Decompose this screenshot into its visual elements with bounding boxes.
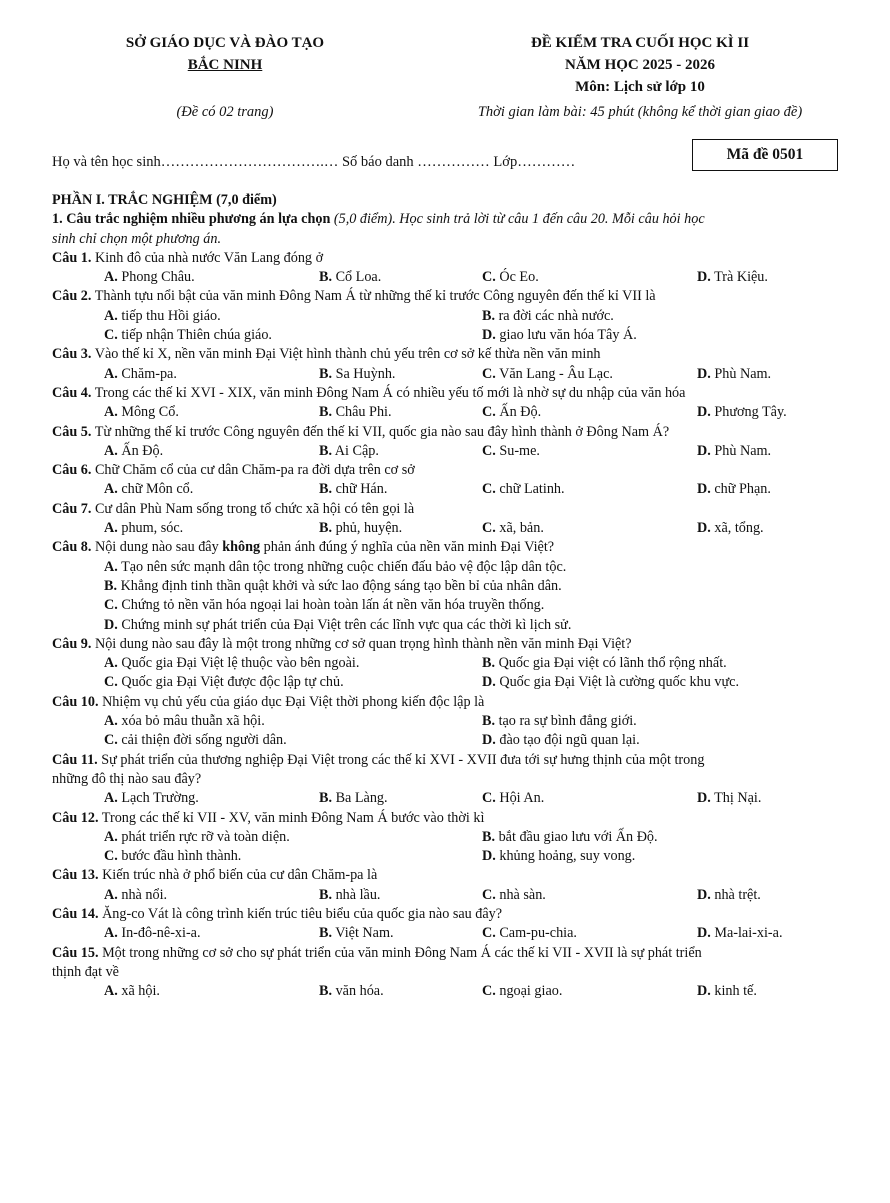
question: [52, 423, 852, 462]
option-text: Ma-lai-xi-a.: [710, 925, 783, 942]
option-letter: D.: [697, 520, 711, 537]
option-letter: D.: [697, 790, 711, 807]
question: [52, 538, 852, 634]
option-text: Tạo nên sức mạnh dân tộc trong những cuộc chiến đấu bảo vệ độc lập dân tộc.: [117, 558, 567, 575]
option-text: Quốc gia Đại Việt là cường quốc khu vực.: [495, 674, 739, 691]
answer-option: [319, 365, 395, 384]
question-number: Câu 4.: [52, 384, 92, 401]
options-row: [52, 828, 852, 847]
question-number: Câu 11.: [52, 751, 98, 768]
option-letter: B.: [482, 307, 496, 324]
option-letter: B.: [319, 520, 333, 537]
option-text: Văn Lang - Âu Lạc.: [495, 365, 613, 382]
answer-option: [482, 982, 562, 1001]
option-text: xã hội.: [117, 983, 160, 1000]
answer-option: [104, 480, 193, 499]
option-text: tiếp thu Hồi giáo.: [117, 307, 221, 324]
answer-option: [104, 847, 241, 866]
question: [52, 809, 852, 867]
option-letter: D.: [697, 404, 711, 421]
question-list: [52, 249, 852, 1002]
answer-option: [104, 268, 195, 287]
options-row: [52, 924, 852, 943]
option-letter: D.: [697, 925, 711, 942]
answer-option: [104, 365, 177, 384]
question-text: Nội dung nào sau đây: [91, 539, 223, 556]
answer-option: [482, 654, 727, 673]
question-stem: [52, 461, 852, 480]
answer-option: [104, 326, 272, 345]
option-letter: C.: [104, 732, 118, 749]
question-text: Ăng-co Vát là công trình kiến trúc tiêu biểu của quốc gia nào sau đây?: [98, 905, 503, 922]
option-text: In-đô-nê-xi-a.: [117, 925, 201, 942]
option-letter: C.: [104, 597, 118, 614]
section-instructions: (5,0 điểm). Học sinh trả lời từ câu 1 đến câu 20. Mỗi câu hỏi học: [330, 211, 705, 228]
option-letter: D.: [482, 327, 496, 344]
question: [52, 287, 852, 345]
answer-option: [104, 519, 183, 538]
option-letter: C.: [482, 983, 496, 1000]
answer-option: [319, 480, 387, 499]
option-letter: B.: [319, 983, 333, 1000]
question: [52, 866, 852, 905]
option-text: chữ Latinh.: [495, 481, 565, 498]
question-number: Câu 1.: [52, 249, 92, 266]
answer-option: [319, 789, 388, 808]
options-row: [52, 982, 852, 1001]
option-text: Óc Eo.: [495, 269, 539, 286]
option-text: nhà trệt.: [710, 886, 761, 903]
options-row: [52, 480, 852, 499]
question: [52, 500, 852, 539]
answer-option: [482, 365, 613, 384]
option-text: Phù Nam.: [710, 365, 772, 382]
answer-option: [104, 597, 544, 613]
option-letter: C.: [482, 365, 496, 382]
question-stem: [52, 693, 852, 712]
option-letter: D.: [697, 442, 711, 459]
options-row: [52, 654, 852, 673]
option-text: ngoại giao.: [495, 983, 563, 1000]
answer-option: [104, 403, 179, 422]
question-number: Câu 5.: [52, 423, 92, 440]
exam-title: ĐỀ KIỂM TRA CUỐI HỌC KÌ II: [530, 35, 750, 51]
option-text: Sa Huỳnh.: [332, 365, 396, 382]
answer-option: [697, 789, 761, 808]
answer-option: [697, 519, 764, 538]
province-name: BẮC NINH: [187, 57, 263, 73]
options-row: [52, 403, 852, 422]
answer-option: [319, 268, 381, 287]
option-text: xã, bản.: [495, 520, 544, 537]
question-text: Từ những thế kỉ trước Công nguyên đến thế kỉ VII, quốc gia nào sau đây hình thành ở Đông Nam Á?: [91, 423, 670, 440]
question-text: Trong các thế kỉ XVI - XIX, văn minh Đông Nam Á có nhiều yếu tố mới là nhờ sự du nhập của văn hóa: [91, 384, 686, 401]
option-letter: A.: [104, 925, 118, 942]
option-letter: A.: [104, 365, 118, 382]
time-note: Thời gian làm bài: 45 phút (không kể thời gian giao đề): [477, 104, 803, 120]
answer-option: [319, 982, 384, 1001]
question-text-cont: những đô thị nào sau đây?: [52, 770, 202, 787]
answer-option: [319, 924, 394, 943]
question: [52, 635, 852, 693]
option-letter: A.: [104, 558, 118, 575]
answer-option: [482, 403, 541, 422]
option-letter: A.: [104, 983, 118, 1000]
question-number: Câu 2.: [52, 288, 92, 305]
dept-name: SỞ GIÁO DỤC VÀ ĐÀO TẠO: [125, 35, 325, 51]
answer-option: [697, 442, 771, 461]
question-stem: [52, 384, 852, 403]
option-text: phát triển rực rỡ và toàn diện.: [117, 828, 290, 845]
options-row: [52, 442, 852, 461]
question-stem: [52, 345, 852, 364]
option-text: bước đầu hình thành.: [117, 848, 242, 865]
answer-option: [104, 828, 290, 847]
option-text: Lạch Trường.: [117, 790, 199, 807]
option-letter: C.: [482, 886, 496, 903]
option-letter: B.: [319, 886, 333, 903]
option-letter: D.: [104, 616, 118, 633]
option-text: chữ Hán.: [332, 481, 388, 498]
subject: Môn: Lịch sử lớp 10: [575, 79, 705, 95]
option-text: đào tạo đội ngũ quan lại.: [495, 732, 640, 749]
option-letter: C.: [104, 848, 118, 865]
pages-note: (Đề có 02 trang): [176, 104, 274, 120]
answer-option: [482, 924, 577, 943]
option-letter: C.: [104, 327, 118, 344]
option-text: Su-me.: [495, 442, 540, 459]
option-text: giao lưu văn hóa Tây Á.: [495, 327, 637, 344]
question-text: Cư dân Phù Nam sống trong tổ chức xã hội có tên gọi là: [91, 500, 415, 517]
question-stem: [52, 905, 852, 924]
options-row: [52, 789, 852, 808]
question-stem: [52, 538, 852, 557]
question-text: phản ánh đúng ý nghĩa của nền văn minh Đại Việt?: [260, 539, 555, 556]
option-text: cải thiện đời sống người dân.: [117, 732, 287, 749]
option-text: chữ Phạn.: [710, 481, 771, 498]
option-text: nhà sàn.: [495, 886, 546, 903]
answer-option: [319, 442, 379, 461]
answer-option: [697, 268, 768, 287]
answer-option: [104, 982, 160, 1001]
option-letter: B.: [104, 577, 118, 594]
question-stem: [52, 751, 852, 770]
option-text: tạo ra sự bình đẳng giới.: [495, 713, 637, 730]
options-row: [52, 307, 852, 326]
answer-option: [482, 307, 614, 326]
options-row: [52, 268, 852, 287]
answer-option: [482, 326, 637, 345]
header-left: [60, 32, 390, 121]
answer-option: [104, 924, 201, 943]
question-number: Câu 8.: [52, 539, 92, 556]
option-letter: D.: [697, 481, 711, 498]
option-text: Phù Nam.: [710, 442, 772, 459]
school-year: NĂM HỌC 2025 - 2026: [565, 57, 715, 73]
option-text: nhà lầu.: [332, 886, 381, 903]
options-row: [52, 365, 852, 384]
option-text: Trà Kiệu.: [710, 269, 768, 286]
answer-option: [697, 403, 787, 422]
option-text: Mông Cổ.: [117, 404, 179, 421]
answer-option: [104, 559, 566, 575]
question-text: Thành tựu nổi bật của văn minh Đông Nam Á từ những thế kỉ trước Công nguyên đến thế kỉ VII là: [91, 288, 656, 305]
question-number: Câu 9.: [52, 635, 92, 652]
answer-option: [104, 654, 359, 673]
answer-option: [482, 519, 544, 538]
option-letter: B.: [482, 713, 496, 730]
question-stem: [52, 635, 852, 654]
option-letter: D.: [697, 269, 711, 286]
question-text: Vào thế kỉ X, nền văn minh Đại Việt hình thành chủ yếu trên cơ sở kế thừa nền văn minh: [91, 346, 601, 363]
section-instructions-cont: sinh chỉ chọn một phương án.: [52, 230, 221, 247]
question-text: Sự phát triển của thương nghiệp Đại Việt trong các thế kỉ XVI - XVII đưa tới sự hưng thịnh của một trong: [97, 751, 705, 768]
answer-option: [104, 731, 287, 750]
question-number: Câu 13.: [52, 867, 99, 884]
option-letter: C.: [482, 404, 496, 421]
option-letter: B.: [319, 481, 333, 498]
option-letter: A.: [104, 520, 118, 537]
question-text-cont: thịnh đạt về: [52, 963, 119, 980]
question: [52, 693, 852, 751]
answer-option: [697, 886, 761, 905]
answer-option: [482, 268, 539, 287]
answer-option: [104, 673, 344, 692]
answer-option: [482, 673, 739, 692]
option-text: Châu Phi.: [332, 404, 392, 421]
options-row: [52, 886, 852, 905]
option-letter: A.: [104, 790, 118, 807]
option-text: Ấn Độ.: [495, 404, 542, 421]
answer-option: [104, 789, 199, 808]
option-letter: A.: [104, 442, 118, 459]
option-text: phum, sóc.: [117, 520, 184, 537]
option-text: Cam-pu-chia.: [495, 925, 577, 942]
question-number: Câu 3.: [52, 346, 92, 363]
option-text: Ai Cập.: [332, 442, 379, 459]
options-row: [52, 577, 852, 596]
option-text: Chứng tỏ nền văn hóa ngoại lai hoàn toàn lấn át nền văn hóa truyền thống.: [117, 597, 545, 614]
option-text: Chứng minh sự phát triển của Đại Việt trên các lĩnh vực qua các thời kì lịch sử.: [117, 616, 572, 633]
option-letter: D.: [697, 886, 711, 903]
question-text: Kinh đô của nhà nước Văn Lang đóng ở: [91, 249, 324, 266]
options-row: [52, 596, 852, 615]
option-text: tiếp nhận Thiên chúa giáo.: [117, 327, 272, 344]
option-letter: C.: [482, 442, 496, 459]
answer-option: [104, 442, 163, 461]
question: [52, 384, 852, 423]
option-letter: D.: [482, 848, 496, 865]
option-text: Chăm-pa.: [117, 365, 177, 382]
option-letter: C.: [482, 269, 496, 286]
option-text: nhà nổi.: [117, 886, 168, 903]
option-text: Việt Nam.: [332, 925, 394, 942]
answer-option: [697, 480, 771, 499]
option-letter: C.: [482, 925, 496, 942]
answer-option: [104, 886, 167, 905]
option-text: Quốc gia Đại Việt lệ thuộc vào bên ngoài.: [117, 655, 360, 672]
question-number: Câu 6.: [52, 462, 92, 479]
answer-option: [319, 403, 392, 422]
question-number: Câu 15.: [52, 944, 99, 961]
question: [52, 751, 852, 809]
part-title: PHẦN I. TRẮC NGHIỆM (7,0 điểm): [52, 192, 277, 208]
option-letter: C.: [482, 790, 496, 807]
option-letter: B.: [319, 790, 333, 807]
question-stem: [52, 287, 852, 306]
answer-option: [482, 480, 565, 499]
question-stem: [52, 809, 852, 828]
answer-option: [319, 519, 402, 538]
question: [52, 905, 852, 944]
answer-option: [104, 712, 265, 731]
section-label: 1. Câu trắc nghiệm nhiều phương án lựa chọn: [52, 211, 331, 228]
option-letter: A.: [104, 655, 118, 672]
answer-option: [482, 828, 658, 847]
options-row: [52, 847, 852, 866]
answer-option: [697, 365, 771, 384]
options-row: [52, 616, 852, 635]
option-text: phủ, huyện.: [332, 520, 403, 537]
question-text: Một trong những cơ sở cho sự phát triển của văn minh Đông Nam Á các thế kỉ VII - XVII là sự phát triển: [98, 944, 702, 961]
option-text: ra đời các nhà nước.: [495, 307, 614, 324]
question-text: Chữ Chăm cổ của cư dân Chăm-pa ra đời dựa trên cơ sở: [91, 462, 415, 479]
question-text: Nhiệm vụ chủ yếu của giáo dục Đại Việt thời phong kiến độc lập là: [98, 693, 485, 710]
option-text: kinh tế.: [710, 983, 757, 1000]
answer-option: [104, 617, 571, 633]
options-row: [52, 558, 852, 577]
option-text: xã, tổng.: [710, 520, 764, 537]
option-letter: D.: [697, 983, 711, 1000]
option-letter: C.: [482, 481, 496, 498]
option-text: Phong Châu.: [117, 269, 195, 286]
option-letter: B.: [319, 269, 333, 286]
option-letter: D.: [482, 674, 496, 691]
option-letter: A.: [104, 269, 118, 286]
option-text: xóa bỏ mâu thuẫn xã hội.: [117, 713, 265, 730]
options-row: [52, 731, 852, 750]
answer-option: [482, 847, 635, 866]
question-number: Câu 10.: [52, 693, 99, 710]
exam-body: [52, 191, 852, 1001]
option-text: khủng hoảng, suy vong.: [495, 848, 636, 865]
option-letter: C.: [482, 520, 496, 537]
option-text: Hội An.: [495, 790, 545, 807]
answer-option: [104, 578, 562, 594]
option-text: Ba Làng.: [332, 790, 388, 807]
option-text: Khẳng định tinh thần quật khởi và sức lao động sáng tạo bền bỉ của nhân dân.: [117, 577, 562, 594]
question-emphasis: không: [222, 539, 261, 556]
question: [52, 461, 852, 500]
student-info-line: Họ và tên học sinh…………………………….… Số báo danh …………… Lớp…………: [52, 154, 576, 170]
option-text: Phương Tây.: [710, 404, 787, 421]
option-letter: B.: [482, 655, 496, 672]
option-text: Quốc gia Đại việt có lãnh thổ rộng nhất.: [495, 655, 727, 672]
question: [52, 944, 852, 1002]
options-row: [52, 326, 852, 345]
question-text: Kiến trúc nhà ở phổ biến của cư dân Chăm-pa là: [98, 867, 378, 884]
question-text: Nội dung nào sau đây là một trong những cơ sở quan trọng hình thành nền văn minh Đại Việt?: [91, 635, 632, 652]
option-letter: A.: [104, 886, 118, 903]
option-letter: B.: [319, 925, 333, 942]
answer-option: [482, 886, 546, 905]
question-stem: [52, 500, 852, 519]
option-text: Thị Nại.: [710, 790, 762, 807]
header-right: [420, 32, 860, 121]
question-text: Trong các thế kỉ VII - XV, văn minh Đông Nam Á bước vào thời kì: [98, 809, 485, 826]
option-text: Quốc gia Đại Việt được độc lập tự chủ.: [117, 674, 344, 691]
question: [52, 345, 852, 384]
answer-option: [319, 886, 380, 905]
option-letter: B.: [482, 828, 496, 845]
answer-option: [482, 712, 637, 731]
question-stem: [52, 944, 852, 963]
question: [52, 249, 852, 288]
question-number: Câu 14.: [52, 905, 99, 922]
options-row: [52, 519, 852, 538]
option-letter: A.: [104, 481, 118, 498]
option-letter: A.: [104, 713, 118, 730]
question-number: Câu 12.: [52, 809, 99, 826]
option-letter: D.: [697, 365, 711, 382]
question-stem: [52, 249, 852, 268]
option-letter: D.: [482, 732, 496, 749]
answer-option: [482, 789, 544, 808]
options-row: [52, 673, 852, 692]
answer-option: [482, 442, 540, 461]
option-text: Cổ Loa.: [332, 269, 382, 286]
question-stem: [52, 423, 852, 442]
answer-option: [482, 731, 640, 750]
option-letter: C.: [104, 674, 118, 691]
options-row: [52, 712, 852, 731]
answer-option: [697, 924, 783, 943]
option-text: chữ Môn cổ.: [117, 481, 194, 498]
option-text: Ấn Độ.: [117, 442, 164, 459]
option-letter: B.: [319, 365, 333, 382]
option-letter: B.: [319, 404, 333, 421]
exam-code-box: Mã đề 0501: [692, 139, 838, 171]
option-letter: A.: [104, 404, 118, 421]
option-letter: A.: [104, 828, 118, 845]
option-text: bắt đầu giao lưu với Ấn Độ.: [495, 828, 658, 845]
option-text: văn hóa.: [332, 983, 384, 1000]
answer-option: [697, 982, 757, 1001]
option-letter: A.: [104, 307, 118, 324]
question-stem: [52, 866, 852, 885]
question-number: Câu 7.: [52, 500, 92, 517]
option-letter: B.: [319, 442, 333, 459]
answer-option: [104, 307, 221, 326]
